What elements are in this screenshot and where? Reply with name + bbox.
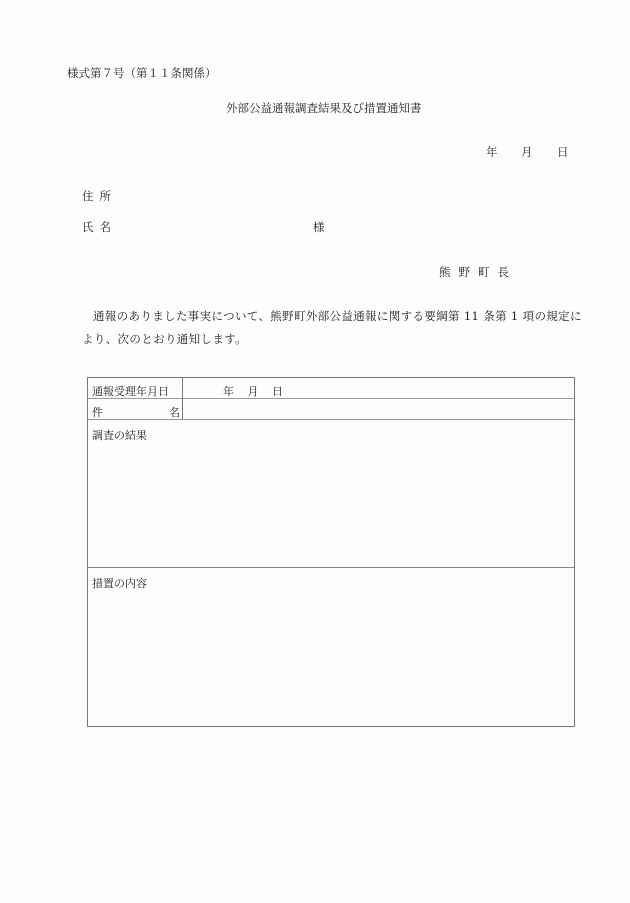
received-date-row — [88, 378, 574, 399]
measures-section — [88, 568, 574, 726]
column-divider — [182, 378, 183, 420]
sender-mayor: 熊野町長 — [439, 265, 517, 279]
investigation-label: 調査の結果 — [92, 429, 147, 442]
name-label: 氏名 — [82, 220, 117, 234]
measures-label: 措置の内容 — [92, 577, 147, 590]
date-day: 日 — [557, 145, 569, 159]
date-month: 月 — [521, 145, 533, 159]
body-text-line-1: 通報のありました事実について、熊野町外部公益通報に関する要綱第 11 条第 1 項の規定に — [93, 309, 582, 323]
subject-label-right: 名 — [169, 406, 180, 419]
address-label: 住所 — [82, 189, 117, 203]
subject-label — [92, 404, 180, 420]
date-year: 年 — [486, 145, 498, 159]
form-number: 様式第７号（第１１条関係） — [67, 66, 217, 80]
measures-field[interactable] — [92, 592, 570, 722]
subject-label-left: 件 — [92, 406, 103, 419]
received-date-label: 通報受理年月日 — [92, 385, 169, 398]
investigation-section — [88, 420, 574, 568]
body-text-line-2: より、次のとおり通知します。 — [82, 332, 247, 346]
document-title: 外部公益通報調査結果及び措置通知書 — [226, 101, 422, 115]
honorific: 様 — [313, 220, 325, 234]
investigation-field[interactable] — [92, 444, 570, 563]
subject-row — [88, 399, 574, 420]
received-date-field[interactable]: 年 月 日 — [223, 385, 283, 398]
notice-table — [87, 377, 575, 727]
